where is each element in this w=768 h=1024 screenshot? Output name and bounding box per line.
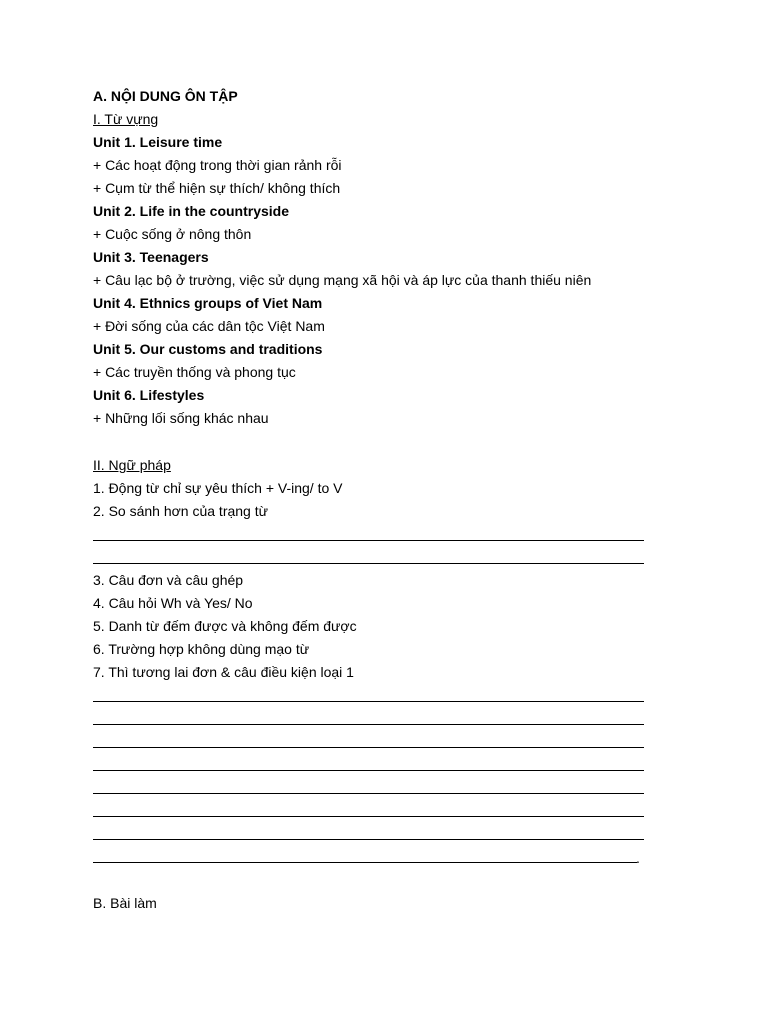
unit-title: Unit 6. Lifestyles (93, 387, 205, 403)
answer-line (93, 839, 644, 840)
grammar-item: 7. Thì tương lai đơn & câu điều kiện loại 1 (93, 664, 354, 680)
answer-line (93, 816, 644, 817)
answer-line (93, 770, 644, 771)
grammar-item: 1. Động từ chỉ sự yêu thích + V-ing/ to V (93, 480, 343, 496)
grammar-item: 2. So sánh hơn của trạng từ (93, 503, 268, 519)
answer-line (93, 701, 644, 702)
unit-title: Unit 3. Teenagers (93, 249, 209, 265)
answer-line (93, 747, 644, 748)
section-b-heading: B. Bài làm (93, 895, 157, 911)
grammar-item: 5. Danh từ đếm được và không đếm được (93, 618, 357, 634)
unit-title: Unit 1. Leisure time (93, 134, 223, 150)
unit-item: + Câu lạc bộ ở trường, việc sử dụng mạng xã hội và áp lực của thanh thiếu niên (93, 272, 592, 288)
grammar-item: 4. Câu hỏi Wh và Yes/ No (93, 595, 253, 611)
unit-item: + Cuộc sống ở nông thôn (93, 226, 252, 242)
unit-item: + Các hoạt động trong thời gian rảnh rỗi (93, 157, 342, 173)
section-a-heading: A. NỘI DUNG ÔN TẬP (93, 88, 238, 104)
answer-line (93, 540, 644, 541)
unit-item: + Đời sống của các dân tộc Việt Nam (93, 318, 325, 334)
unit-item: + Cụm từ thể hiện sự thích/ không thích (93, 180, 341, 196)
vocab-heading: I. Từ vựng (93, 111, 159, 127)
answer-line (93, 862, 637, 863)
end-period: . (636, 850, 640, 866)
grammar-item: 3. Câu đơn và câu ghép (93, 572, 244, 588)
unit-item: + Những lối sống khác nhau (93, 410, 269, 426)
answer-line (93, 793, 644, 794)
unit-title: Unit 5. Our customs and traditions (93, 341, 323, 357)
grammar-heading: II. Ngữ pháp (93, 457, 171, 473)
unit-title: Unit 2. Life in the countryside (93, 203, 290, 219)
unit-title: Unit 4. Ethnics groups of Viet Nam (93, 295, 323, 311)
answer-line (93, 724, 644, 725)
unit-item: + Các truyền thống và phong tục (93, 364, 296, 380)
answer-line (93, 563, 644, 564)
grammar-item: 6. Trường hợp không dùng mạo từ (93, 641, 310, 657)
